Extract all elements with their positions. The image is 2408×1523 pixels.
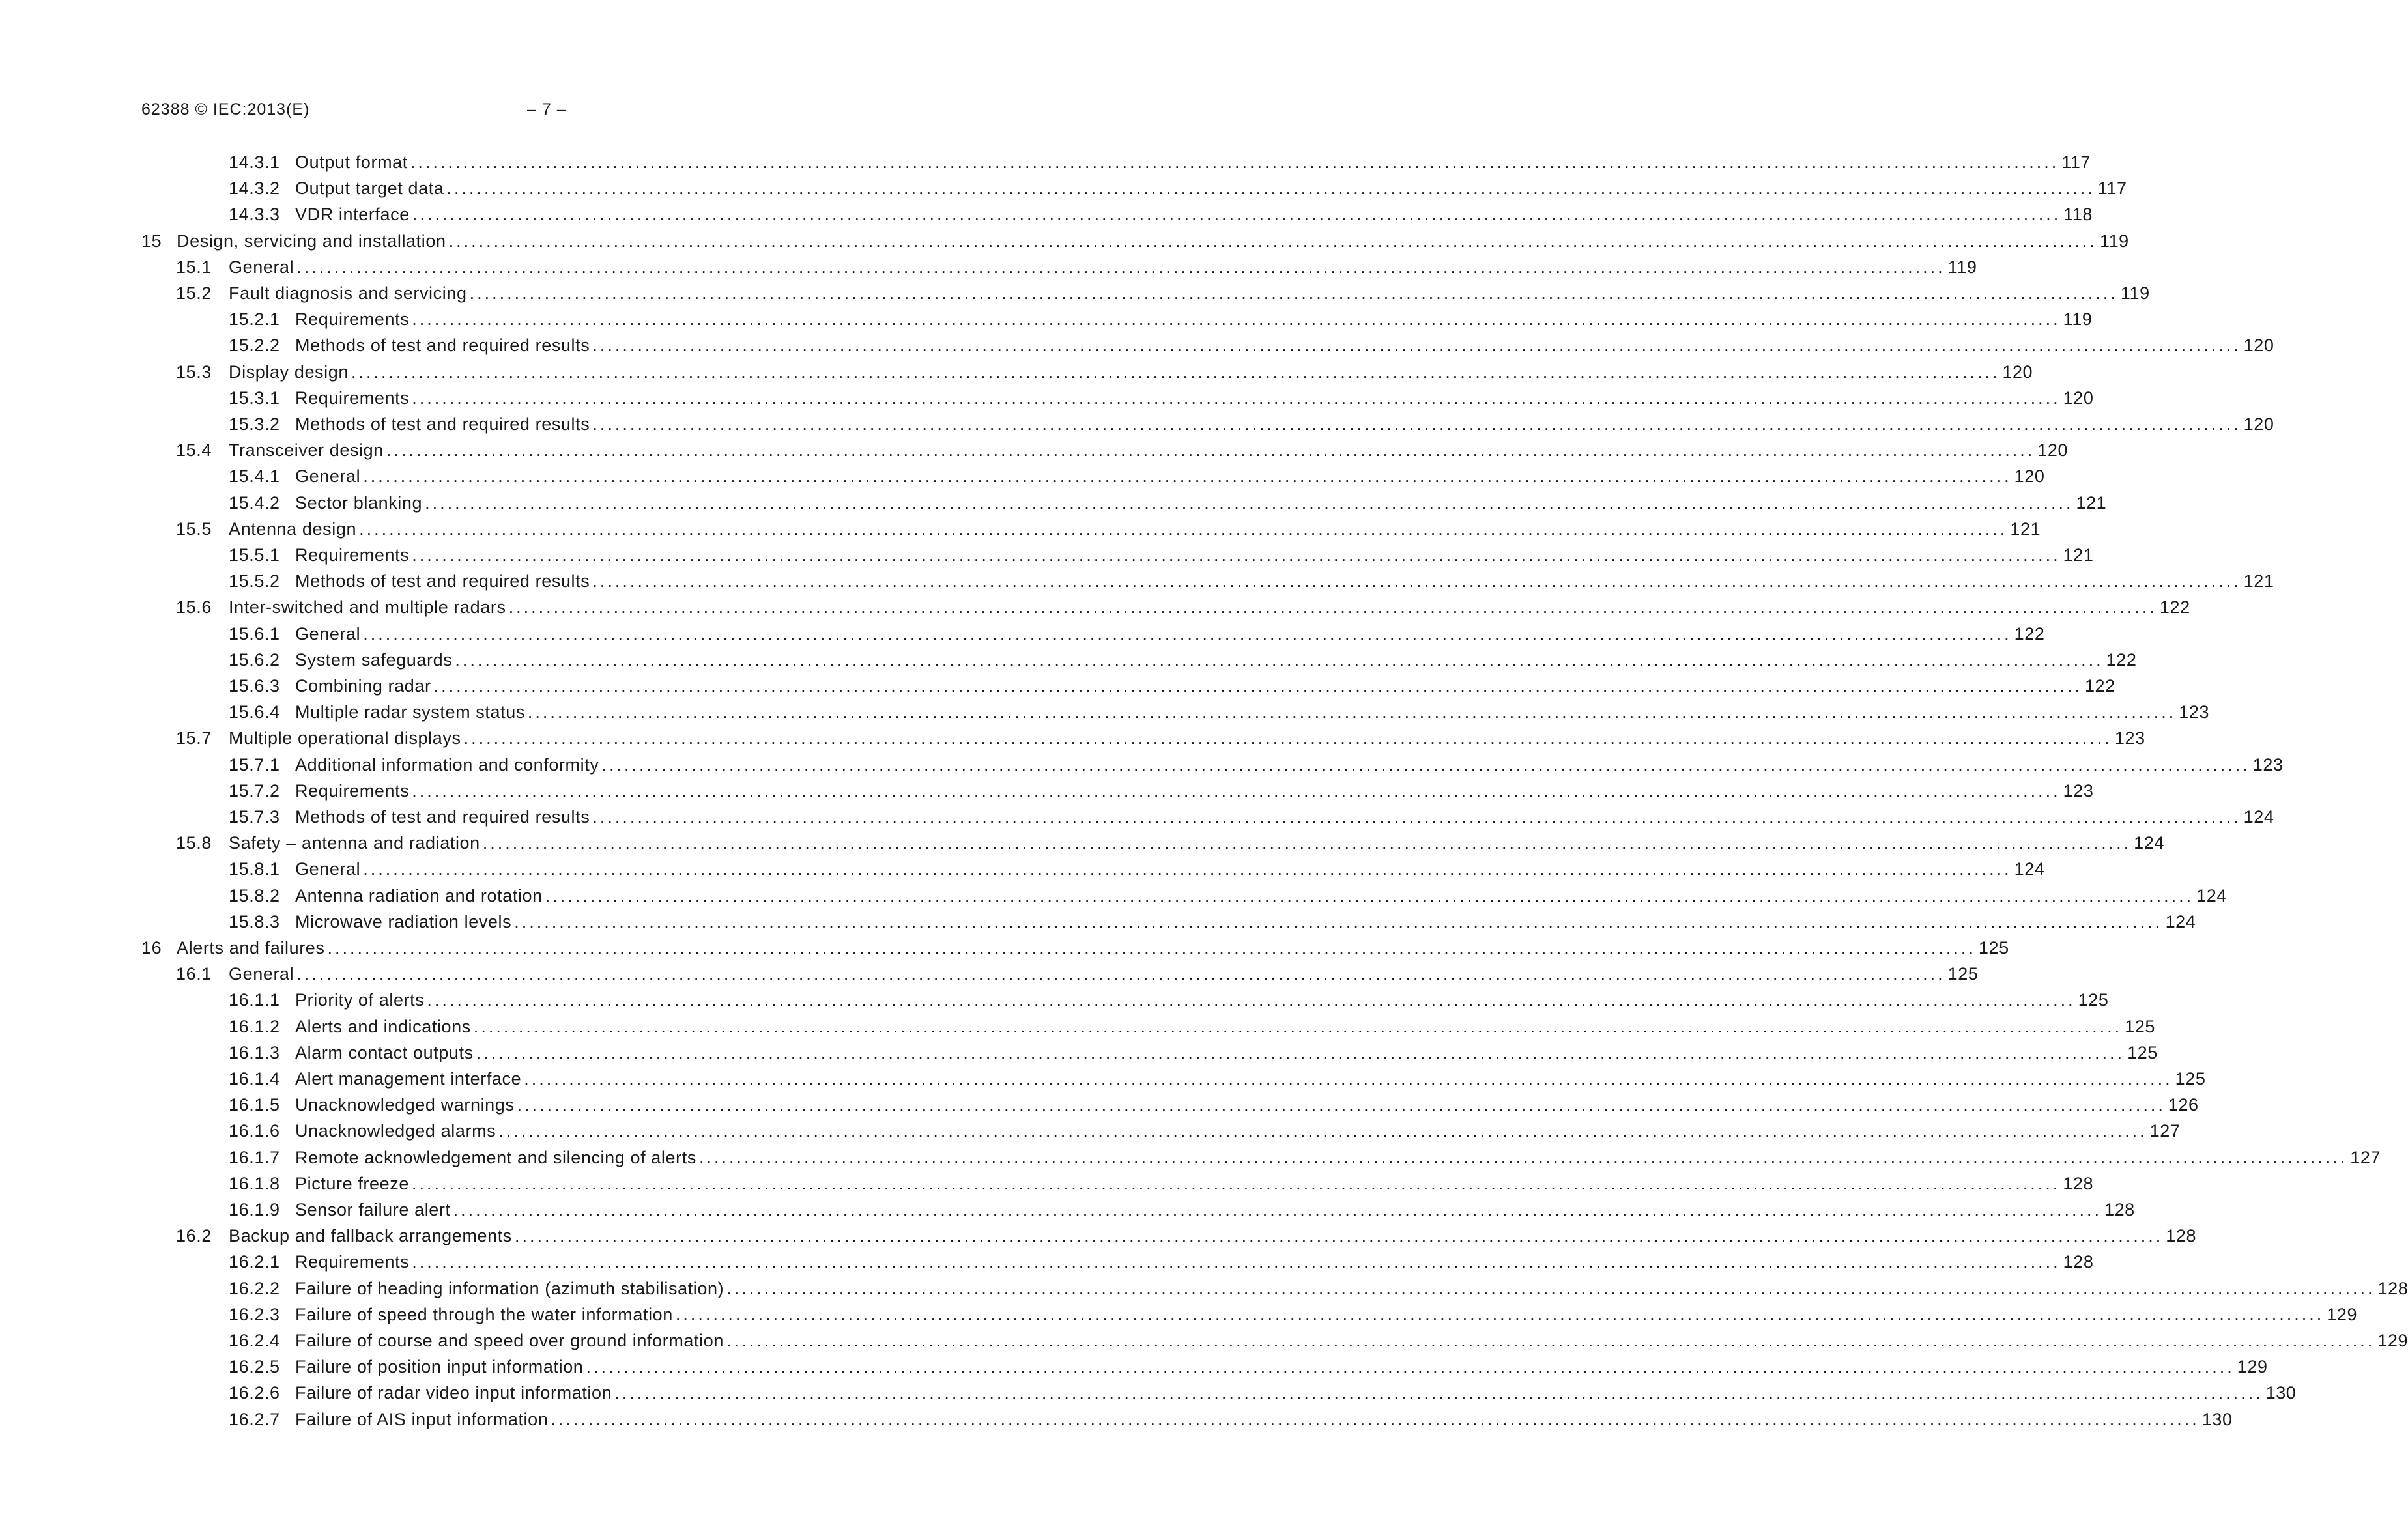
toc-entry-number: 15.6.3 xyxy=(229,676,280,696)
toc-entry-page: 125 xyxy=(2127,1043,2158,1062)
toc-entry-page: 129 xyxy=(2237,1357,2268,1376)
toc-entry-line xyxy=(295,465,2045,487)
dot-leader: ............................................................................................................................................................................................................................ xyxy=(427,990,2076,1010)
standard-reference: 62388 © IEC:2013(E) xyxy=(141,100,310,119)
toc-entry-line xyxy=(295,885,2227,907)
toc-entry-line xyxy=(295,203,2093,225)
dot-leader: ............................................................................................................................................................................................................................ xyxy=(463,728,2112,748)
toc-entry-title: General xyxy=(229,964,294,984)
toc-entry-line xyxy=(229,361,2033,383)
toc-entry-title: Requirements xyxy=(295,1252,410,1272)
toc-entry-line xyxy=(229,1225,2197,1247)
toc-entry[interactable] xyxy=(0,1277,2408,1300)
toc-entry[interactable] xyxy=(0,439,2069,461)
dot-leader: ............................................................................................................................................................................................................................ xyxy=(601,755,2250,775)
toc-entry-number: 15.6.2 xyxy=(229,650,280,670)
toc-entry-page: 124 xyxy=(2196,886,2227,905)
toc-entry[interactable] xyxy=(0,492,2107,514)
toc-entry-title: Methods of test and required results xyxy=(295,414,590,434)
toc-entry[interactable] xyxy=(0,570,2274,592)
toc-entry-title: Remote acknowledgement and silencing of alerts xyxy=(295,1148,696,1167)
toc-entry-title: Failure of heading information (azimuth stabilisation) xyxy=(295,1279,724,1298)
toc-entry-page: 119 xyxy=(1947,257,1977,277)
toc-entry-line xyxy=(229,963,1979,985)
toc-entry-number: 16.2.6 xyxy=(229,1383,280,1402)
toc-entry-page: 122 xyxy=(2014,624,2045,644)
toc-entry[interactable] xyxy=(0,649,2137,671)
toc-entry[interactable] xyxy=(0,596,2190,618)
toc-entry[interactable] xyxy=(0,911,2196,933)
toc-entry-title: Backup and fallback arrangements xyxy=(229,1226,512,1245)
toc-entry-number: 15.2.2 xyxy=(229,335,280,355)
toc-entry-number: 16.2.5 xyxy=(229,1357,280,1376)
toc-entry-number: 16.2.7 xyxy=(229,1410,280,1429)
toc-entry-line xyxy=(295,911,2196,933)
toc-entry[interactable] xyxy=(0,282,2150,304)
toc-entry-number: 15.3.1 xyxy=(229,388,280,408)
dot-leader: ............................................................................................................................................................................................................................ xyxy=(614,1383,2263,1402)
toc-entry-page: 124 xyxy=(2243,807,2274,827)
dot-leader: ............................................................................................................................................................................................................................ xyxy=(514,912,2163,932)
dot-leader: ............................................................................................................................................................................................................................ xyxy=(514,1226,2164,1245)
toc-entry-number: 14.3.3 xyxy=(229,205,280,224)
dot-leader: ............................................................................................................................................................................................................................ xyxy=(425,493,2074,513)
toc-entry-title: Methods of test and required results xyxy=(295,807,590,827)
toc-entry-page: 120 xyxy=(2243,335,2274,355)
toc-entry-title: Multiple operational displays xyxy=(229,728,461,748)
toc-entry[interactable] xyxy=(0,754,2284,776)
toc-entry[interactable] xyxy=(0,1251,2094,1273)
dot-leader: ............................................................................................................................................................................................................................ xyxy=(592,414,2241,434)
toc-entry[interactable] xyxy=(0,544,2094,566)
toc-entry-line xyxy=(295,754,2284,776)
dot-leader: ............................................................................................................................................................................................................................ xyxy=(498,1121,2147,1141)
toc-entry-page: 117 xyxy=(2097,178,2127,198)
toc-entry-number: 15.6 xyxy=(176,597,212,617)
dot-leader: ............................................................................................................................................................................................................................ xyxy=(698,1148,2348,1167)
toc-entry-page: 120 xyxy=(2063,388,2094,408)
dot-leader: ............................................................................................................................................................................................................................ xyxy=(412,309,2061,329)
toc-entry-line xyxy=(295,858,2045,880)
toc-entry-line xyxy=(295,1382,2297,1404)
toc-entry-title: Failure of course and speed over ground information xyxy=(295,1331,724,1350)
toc-entry[interactable] xyxy=(0,1356,2268,1378)
toc-entry-line xyxy=(295,570,2274,592)
toc-entry[interactable] xyxy=(0,308,2093,330)
toc-entry[interactable] xyxy=(0,1382,2297,1404)
toc-entry-page: 130 xyxy=(2201,1410,2233,1429)
toc-entry-number: 15.7.2 xyxy=(229,781,280,801)
toc-entry[interactable] xyxy=(0,361,2033,383)
toc-entry-number: 15.3.2 xyxy=(229,414,280,434)
toc-entry-line xyxy=(295,334,2274,356)
toc-entry-title: Microwave radiation levels xyxy=(295,912,512,932)
toc-entry-number: 15.2.1 xyxy=(229,309,280,329)
dot-leader: ............................................................................................................................................................................................................................ xyxy=(351,362,2000,382)
toc-entry-page: 125 xyxy=(1947,964,1979,984)
dot-leader: ............................................................................................................................................................................................................................ xyxy=(592,335,2241,355)
toc-entry-line xyxy=(177,937,2009,959)
toc-entry-title: Alerts and indications xyxy=(295,1017,471,1036)
toc-entry[interactable] xyxy=(0,387,2094,409)
dot-leader: ............................................................................................................................................................................................................................ xyxy=(517,1095,2166,1115)
toc-entry-number: 16.1.3 xyxy=(229,1043,280,1062)
toc-entry-title: Antenna radiation and rotation xyxy=(295,886,543,905)
toc-entry-line xyxy=(295,1120,2181,1142)
toc-entry-title: Picture freeze xyxy=(295,1174,409,1193)
toc-entry-title: Alarm contact outputs xyxy=(295,1043,474,1062)
toc-entry-page: 119 xyxy=(2120,283,2150,303)
toc-entry-number: 15.5.1 xyxy=(229,545,280,565)
toc-entry-line xyxy=(295,1356,2268,1378)
toc-entry-line xyxy=(295,1094,2199,1116)
dot-leader: ............................................................................................................................................................................................................................ xyxy=(586,1357,2235,1376)
toc-entry-title: Failure of speed through the water information xyxy=(295,1305,673,1324)
toc-entry-line xyxy=(295,1303,2358,1326)
toc-entry-number: 15.5 xyxy=(176,519,212,539)
dot-leader: ............................................................................................................................................................................................................................ xyxy=(412,388,2061,408)
dot-leader: ............................................................................................................................................................................................................................ xyxy=(296,257,1945,277)
toc-entry-line xyxy=(229,832,2164,854)
toc-entry-number: 16.1.5 xyxy=(229,1095,280,1115)
toc-entry-title: Display design xyxy=(229,362,349,382)
dot-leader: ............................................................................................................................................................................................................................ xyxy=(359,519,2008,539)
toc-entry-number: 15.8.2 xyxy=(229,886,280,905)
toc-entry-number: 16.1.8 xyxy=(229,1174,280,1193)
toc-entry-page: 123 xyxy=(2063,781,2094,801)
toc-entry[interactable] xyxy=(0,1094,2199,1116)
toc-entry-page: 117 xyxy=(2061,152,2091,172)
toc-entry-line xyxy=(295,1173,2094,1195)
dot-leader: ............................................................................................................................................................................................................................ xyxy=(412,781,2061,801)
toc-entry[interactable] xyxy=(0,1303,2358,1326)
toc-entry-line xyxy=(295,1277,2408,1300)
toc-entry-title: General xyxy=(295,624,361,644)
toc-entry-line xyxy=(177,230,2129,252)
toc-entry-line xyxy=(295,413,2274,435)
toc-entry-number: 15.4 xyxy=(176,440,212,460)
toc-entry-page: 121 xyxy=(2063,545,2094,565)
toc-entry-page: 128 xyxy=(2063,1252,2094,1272)
dot-leader: ............................................................................................................................................................................................................................ xyxy=(446,178,2095,198)
dot-leader: ............................................................................................................................................................................................................................ xyxy=(473,1017,2123,1036)
toc-entry-line xyxy=(295,1408,2233,1430)
dot-leader: ............................................................................................................................................................................................................................ xyxy=(469,283,2118,303)
toc-entry[interactable] xyxy=(0,623,2045,645)
toc-entry-number: 15.2 xyxy=(176,283,212,303)
toc-entry-number: 14.3.2 xyxy=(229,178,280,198)
toc-entry-title: Unacknowledged alarms xyxy=(295,1121,496,1141)
toc-entry-line xyxy=(229,727,2145,749)
toc-entry-page: 120 xyxy=(2037,440,2069,460)
toc-entry-page: 120 xyxy=(2014,466,2045,486)
dot-leader: ............................................................................................................................................................................................................................ xyxy=(433,676,2082,696)
dot-leader: ............................................................................................................................................................................................................................ xyxy=(726,1279,2375,1298)
toc-entry[interactable] xyxy=(0,675,2115,697)
toc-entry-line xyxy=(229,596,2190,618)
dot-leader: ............................................................................................................................................................................................................................ xyxy=(675,1305,2325,1324)
dot-leader: ............................................................................................................................................................................................................................ xyxy=(592,571,2241,591)
toc-entry[interactable] xyxy=(0,151,2091,173)
toc-entry-number: 15.7 xyxy=(176,728,212,748)
toc-entry[interactable] xyxy=(0,1042,2158,1064)
toc-entry[interactable] xyxy=(0,1016,2156,1038)
toc-entry[interactable] xyxy=(0,1330,2408,1352)
dot-leader: ............................................................................................................................................................................................................................ xyxy=(524,1069,2173,1089)
toc-entry-number: 15.6.4 xyxy=(229,702,280,722)
dot-leader: ............................................................................................................................................................................................................................ xyxy=(482,833,2132,853)
toc-entry[interactable] xyxy=(0,832,2164,854)
toc-entry-title: Alert management interface xyxy=(295,1069,522,1089)
toc-entry-number: 15 xyxy=(141,231,162,251)
toc-entry[interactable] xyxy=(0,806,2274,828)
dot-leader: ............................................................................................................................................................................................................................ xyxy=(545,886,2194,905)
dot-leader: ............................................................................................................................................................................................................................ xyxy=(363,466,2012,486)
page-number: – 7 – xyxy=(527,100,567,119)
toc-entry-page: 127 xyxy=(2149,1121,2181,1141)
toc-entry-line xyxy=(295,1016,2156,1038)
toc-entry[interactable] xyxy=(0,1146,2381,1169)
toc-entry[interactable] xyxy=(0,1199,2135,1221)
dot-leader: ............................................................................................................................................................................................................................ xyxy=(363,624,2012,644)
toc-entry[interactable] xyxy=(0,1173,2094,1195)
toc-entry[interactable] xyxy=(0,256,1977,278)
toc-entry[interactable] xyxy=(0,858,2045,880)
toc-entry-page: 125 xyxy=(2175,1069,2206,1089)
toc-entry-line xyxy=(229,256,1977,278)
toc-entry[interactable] xyxy=(0,413,2274,435)
dot-leader: ............................................................................................................................................................................................................................ xyxy=(476,1043,2125,1062)
toc-entry-line xyxy=(295,806,2274,828)
toc-entry-line xyxy=(295,387,2094,409)
toc-entry-number: 15.8 xyxy=(176,833,212,853)
toc-entry-line xyxy=(229,518,2041,540)
toc-entry[interactable] xyxy=(0,1120,2181,1142)
toc-entry-title: Multiple radar system status xyxy=(295,702,525,722)
toc-entry-title: Additional information and conformity xyxy=(295,755,599,775)
toc-entry[interactable] xyxy=(0,1068,2206,1090)
dot-leader: ............................................................................................................................................................................................................................ xyxy=(592,807,2241,827)
toc-entry-page: 128 xyxy=(2063,1174,2094,1193)
toc-entry-title: Sensor failure alert xyxy=(295,1200,451,1219)
toc-entry-number: 16 xyxy=(141,938,162,958)
toc-entry-title: Requirements xyxy=(295,388,410,408)
dot-leader: ............................................................................................................................................................................................................................ xyxy=(327,938,1976,958)
toc-entry-title: VDR interface xyxy=(295,205,410,224)
toc-entry-number: 16.1.4 xyxy=(229,1069,280,1089)
toc-entry-page: 125 xyxy=(2125,1017,2156,1036)
toc-entry-line xyxy=(295,1068,2206,1090)
dot-leader: ............................................................................................................................................................................................................................ xyxy=(296,964,1945,984)
toc-entry-title: General xyxy=(295,466,361,486)
toc-entry-line xyxy=(229,439,2069,461)
toc-entry-title: Requirements xyxy=(295,309,410,329)
toc-entry-line xyxy=(295,1199,2135,1221)
toc-entry-number: 15.1 xyxy=(176,257,212,277)
toc-entry-title: Fault diagnosis and servicing xyxy=(229,283,467,303)
toc-entry[interactable] xyxy=(0,989,2109,1011)
dot-leader: ............................................................................................................................................................................................................................ xyxy=(411,1174,2061,1193)
toc-entry-title: Output format xyxy=(295,152,408,172)
toc-entry-number: 15.8.3 xyxy=(229,912,280,932)
toc-entry-page: 119 xyxy=(2063,309,2093,329)
toc-entry-title: Inter-switched and multiple radars xyxy=(229,597,506,617)
toc-entry-number: 16.2.3 xyxy=(229,1305,280,1324)
dot-leader: ............................................................................................................................................................................................................................ xyxy=(448,231,2097,251)
dot-leader: ............................................................................................................................................................................................................................ xyxy=(527,702,2177,722)
toc-entry-title: Alerts and failures xyxy=(177,938,325,958)
toc-entry-line xyxy=(295,151,2091,173)
toc-entry-line xyxy=(295,989,2109,1011)
toc-entry-page: 119 xyxy=(2099,231,2129,251)
dot-leader: ............................................................................................................................................................................................................................ xyxy=(508,597,2157,617)
toc-entry-number: 16.1 xyxy=(176,964,212,984)
toc-entry-page: 129 xyxy=(2377,1331,2408,1350)
toc-entry-title: General xyxy=(229,257,294,277)
toc-entry[interactable] xyxy=(0,780,2094,802)
toc-entry-number: 14.3.1 xyxy=(229,152,280,172)
dot-leader: ............................................................................................................................................................................................................................ xyxy=(410,152,2059,172)
toc-entry-page: 126 xyxy=(2168,1095,2199,1115)
toc-entry-page: 128 xyxy=(2104,1200,2135,1219)
toc-entry-number: 15.4.1 xyxy=(229,466,280,486)
toc-entry-title: Combining radar xyxy=(295,676,431,696)
toc-entry-line xyxy=(295,675,2115,697)
toc-entry-line xyxy=(295,623,2045,645)
toc-entry[interactable] xyxy=(0,727,2145,749)
toc-entry-title: Output target data xyxy=(295,178,444,198)
dot-leader: ............................................................................................................................................................................................................................ xyxy=(412,205,2061,224)
toc-entry-page: 130 xyxy=(2265,1383,2297,1402)
toc-entry[interactable] xyxy=(0,885,2227,907)
toc-entry-page: 118 xyxy=(2063,205,2093,224)
toc-entry-title: Requirements xyxy=(295,545,410,565)
toc-entry-page: 121 xyxy=(2243,571,2274,591)
toc-entry-line xyxy=(295,649,2137,671)
toc-entry-number: 15.6.1 xyxy=(229,624,280,644)
toc-entry-page: 122 xyxy=(2084,676,2115,696)
toc-entry-title: Design, servicing and installation xyxy=(177,231,446,251)
toc-entry-page: 124 xyxy=(2014,859,2045,879)
toc-entry[interactable] xyxy=(0,701,2210,723)
toc-entry-page: 121 xyxy=(2010,519,2041,539)
toc-entry-number: 15.5.2 xyxy=(229,571,280,591)
toc-entry-title: Failure of AIS input information xyxy=(295,1410,549,1429)
toc-entry-title: Safety – antenna and radiation xyxy=(229,833,480,853)
toc-entry-line xyxy=(295,701,2210,723)
toc-entry[interactable] xyxy=(0,334,2274,356)
toc-entry-number: 16.1.9 xyxy=(229,1200,280,1219)
toc-entry-page: 120 xyxy=(2002,362,2033,382)
dot-leader: ............................................................................................................................................................................................................................ xyxy=(726,1331,2375,1350)
dot-leader: ............................................................................................................................................................................................................................ xyxy=(455,650,2104,670)
toc-entry-title: Sector blanking xyxy=(295,493,423,513)
toc-entry-number: 15.7.1 xyxy=(229,755,280,775)
dot-leader: ............................................................................................................................................................................................................................ xyxy=(453,1200,2102,1219)
toc-entry-line xyxy=(295,544,2094,566)
toc-entry-page: 124 xyxy=(2165,912,2196,932)
toc-entry-number: 16.1.1 xyxy=(229,990,280,1010)
toc-entry-page: 129 xyxy=(2327,1305,2358,1324)
toc-entry-page: 123 xyxy=(2252,755,2284,775)
toc-entry-number: 16.2 xyxy=(176,1226,212,1245)
dot-leader: ............................................................................................................................................................................................................................ xyxy=(412,1252,2061,1272)
toc-entry-line xyxy=(295,1042,2158,1064)
toc-entry-number: 15.8.1 xyxy=(229,859,280,879)
toc-entry-line xyxy=(295,780,2094,802)
toc-entry-line xyxy=(295,308,2093,330)
toc-entry-number: 16.1.2 xyxy=(229,1017,280,1036)
toc-entry-number: 15.3 xyxy=(176,362,212,382)
toc-entry-number: 16.1.7 xyxy=(229,1148,280,1167)
toc-entry-page: 123 xyxy=(2114,728,2145,748)
toc-entry-title: Priority of alerts xyxy=(295,990,425,1010)
toc-entry-line xyxy=(229,282,2150,304)
toc-entry-page: 123 xyxy=(2179,702,2210,722)
dot-leader: ............................................................................................................................................................................................................................ xyxy=(386,440,2035,460)
toc-entry-page: 124 xyxy=(2134,833,2164,853)
toc-entry-title: Failure of position input information xyxy=(295,1357,584,1376)
toc-entry-number: 16.2.1 xyxy=(229,1252,280,1272)
toc-entry-page: 128 xyxy=(2166,1226,2197,1245)
toc-entry-line xyxy=(295,177,2127,199)
toc-entry-title: Methods of test and required results xyxy=(295,571,590,591)
toc-entry-page: 120 xyxy=(2243,414,2274,434)
dot-leader: ............................................................................................................................................................................................................................ xyxy=(551,1410,2200,1429)
toc-entry-title: Unacknowledged warnings xyxy=(295,1095,515,1115)
toc-entry-title: General xyxy=(295,859,361,879)
toc-entry-line xyxy=(295,1251,2094,1273)
toc-entry-title: System safeguards xyxy=(295,650,453,670)
toc-entry[interactable] xyxy=(0,1225,2197,1247)
toc-entry-title: Requirements xyxy=(295,781,410,801)
toc-entry[interactable] xyxy=(0,465,2045,487)
toc-entry[interactable] xyxy=(0,1408,2233,1430)
toc-entry[interactable] xyxy=(0,937,2009,959)
toc-entry-number: 15.4.2 xyxy=(229,493,280,513)
toc-entry-number: 16.2.4 xyxy=(229,1331,280,1350)
dot-leader: ............................................................................................................................................................................................................................ xyxy=(412,545,2061,565)
toc-entry-title: Methods of test and required results xyxy=(295,335,590,355)
toc-entry-page: 122 xyxy=(2159,597,2190,617)
toc-entry-title: Antenna design xyxy=(229,519,357,539)
toc-entry-page: 127 xyxy=(2350,1148,2381,1167)
toc-entry-line xyxy=(295,492,2107,514)
toc-entry[interactable] xyxy=(0,203,2093,225)
toc-entry-title: Failure of radar video input information xyxy=(295,1383,612,1402)
toc-entry[interactable] xyxy=(0,230,2129,252)
toc-entry-page: 128 xyxy=(2377,1279,2408,1298)
toc-entry-page: 125 xyxy=(1978,938,2009,958)
toc-entry-number: 15.7.3 xyxy=(229,807,280,827)
toc-entry-line xyxy=(295,1146,2381,1169)
toc-entry-page: 122 xyxy=(2106,650,2137,670)
toc-entry-page: 121 xyxy=(2076,493,2107,513)
dot-leader: ............................................................................................................................................................................................................................ xyxy=(363,859,2012,879)
toc-entry[interactable] xyxy=(0,518,2041,540)
toc-entry-number: 16.1.6 xyxy=(229,1121,280,1141)
toc-entry[interactable] xyxy=(0,177,2127,199)
toc-entry-line xyxy=(295,1330,2408,1352)
toc-entry[interactable] xyxy=(0,963,1979,985)
toc-entry-title: Transceiver design xyxy=(229,440,384,460)
toc-entry-number: 16.2.2 xyxy=(229,1279,280,1298)
page-header xyxy=(141,100,962,120)
toc-entry-page: 125 xyxy=(2078,990,2109,1010)
